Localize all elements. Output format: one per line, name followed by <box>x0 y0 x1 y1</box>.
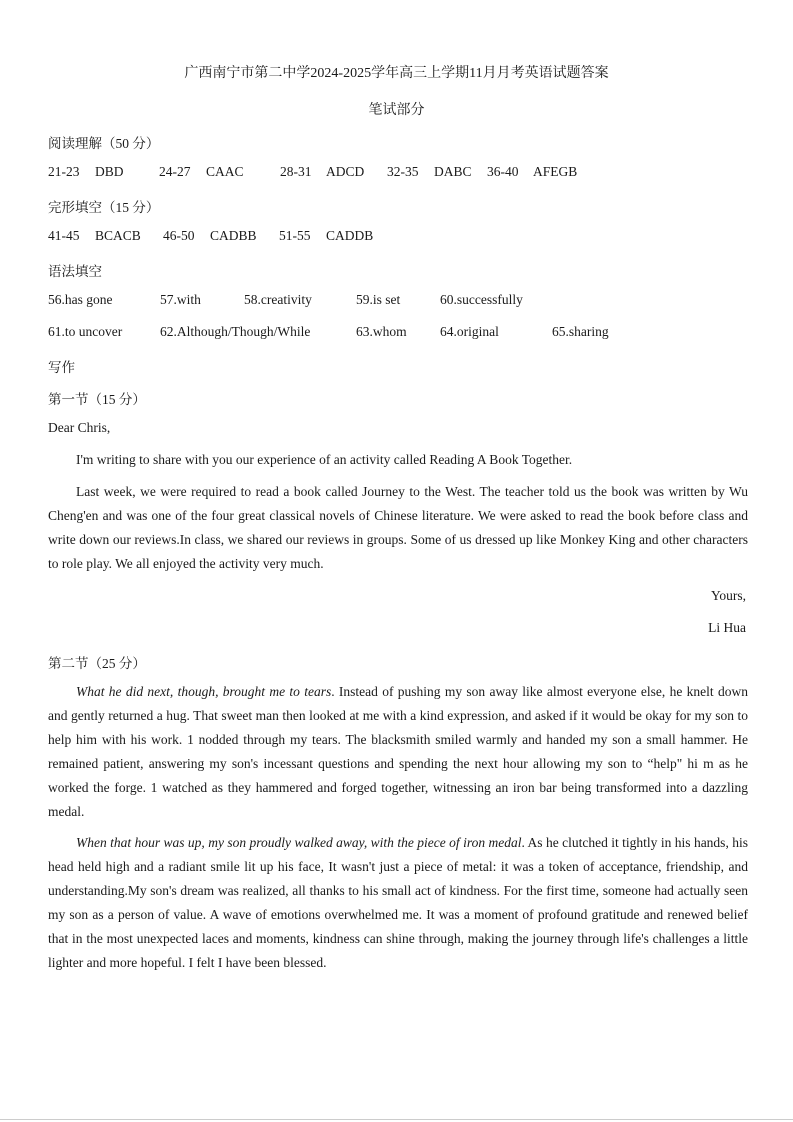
grammar-answer: 56.has gone <box>48 292 113 307</box>
grammar-answer: 59.is set <box>356 292 401 307</box>
reading-range: 24-27 <box>159 164 191 179</box>
grammar-answer: 57.with <box>160 292 201 307</box>
writing-part2-heading: 第二节（25 分） <box>48 656 146 671</box>
reading-range: 21-23 <box>48 164 80 179</box>
letter-closing: Yours, <box>710 588 746 603</box>
cloze-range: 51-55 <box>279 228 311 243</box>
grammar-heading: 语法填空 <box>48 264 102 279</box>
reading-range: 28-31 <box>280 164 312 179</box>
grammar-answer: 58.creativity <box>244 292 312 307</box>
grammar-answer: 65.sharing <box>552 324 609 339</box>
continuation-paragraph-2 <box>48 831 748 975</box>
reading-value: DABC <box>434 164 472 179</box>
cloze-value: CADBB <box>210 228 257 243</box>
cloze-value: CADDB <box>326 228 374 243</box>
grammar-answer: 60.successfully <box>440 292 523 307</box>
paragraph-2-lead-sentence: When that hour was up, my son proudly walked away, with the piece of iron medal <box>76 835 522 850</box>
grammar-answer: 62.Although/Though/While <box>160 324 311 339</box>
paragraph-2-body: . As he clutched it tightly in his hands, his head held high and a radiant smile lit up his face, It wasn't just a piece of metal: it was a token of acceptance, friendship, and understanding.My son's dream was realized, all thanks to his small act of kindness. For the first time, someone had actually seen my son as a person of value. A wave of emotions overwhelmed me. It was a moment of profound gratitude and renewed belief that in the most unexpected laces and moments, kindness can shine through, making the journey through life's challenges a little lighter and more hopeful. I felt I have been blessed. <box>48 835 748 970</box>
paragraph-1-body: . Instead of pushing my son away like almost everyone else, he knelt down and gently returned a hug. That sweet man then looked at me with a kind expression, and asked if it would be okay for my son to help him with his work. 1 nodded through my tears. The blacksmith smiled warmly and handed my son a small hammer. He remained patient, answering my son's incessant questions and spending the next hour allowing my son to “help" hi m as he worked the forge. 1 watched as they hammered and forged together, witnessing an iron bar being transformed into a dazzling medal. <box>48 684 748 819</box>
reading-range: 32-35 <box>387 164 419 179</box>
page-bottom-divider <box>0 1119 793 1120</box>
cloze-value: BCACB <box>95 228 141 243</box>
reading-value: ADCD <box>326 164 365 179</box>
cloze-range: 41-45 <box>48 228 80 243</box>
writing-heading: 写作 <box>48 360 75 375</box>
reading-value: DBD <box>95 164 124 179</box>
reading-value: CAAC <box>206 164 244 179</box>
grammar-answer: 61.to uncover <box>48 324 123 339</box>
page-title: 广西南宁市第二中学2024-2025学年高三上学期11月月考英语试题答案 <box>184 66 609 81</box>
page-subtitle: 笔试部分 <box>368 103 425 118</box>
reading-value: AFEGB <box>533 164 578 179</box>
letter-greeting: Dear Chris, <box>48 420 111 435</box>
continuation-paragraph-1 <box>48 680 748 824</box>
letter-signature: Li Hua <box>708 620 746 635</box>
cloze-heading: 完形填空（15 分） <box>48 200 160 215</box>
grammar-answer: 63.whom <box>356 324 407 339</box>
paragraph-1-lead-sentence: What he did next, though, brought me to tears <box>76 684 332 699</box>
letter-paragraph-2: Last week, we were required to read a book called Journey to the West. The teacher told us the book was written by Wu Cheng'en and was one of the four great classical novels of Chinese literature. We were asked to read the book before class and write down our reviews.In class, we shared our reviews in groups. Some of us dressed up like Monkey King and other characters to role play. We all enjoyed the activity very much. <box>48 484 748 571</box>
grammar-answer: 64.original <box>440 324 499 339</box>
letter-paragraph-1: I'm writing to share with you our experience of an activity called Reading A Book Together. <box>76 452 573 467</box>
reading-heading: 阅读理解（50 分） <box>48 136 160 151</box>
cloze-range: 46-50 <box>163 228 195 243</box>
writing-part1-heading: 第一节（15 分） <box>48 392 146 407</box>
reading-range: 36-40 <box>487 164 519 179</box>
